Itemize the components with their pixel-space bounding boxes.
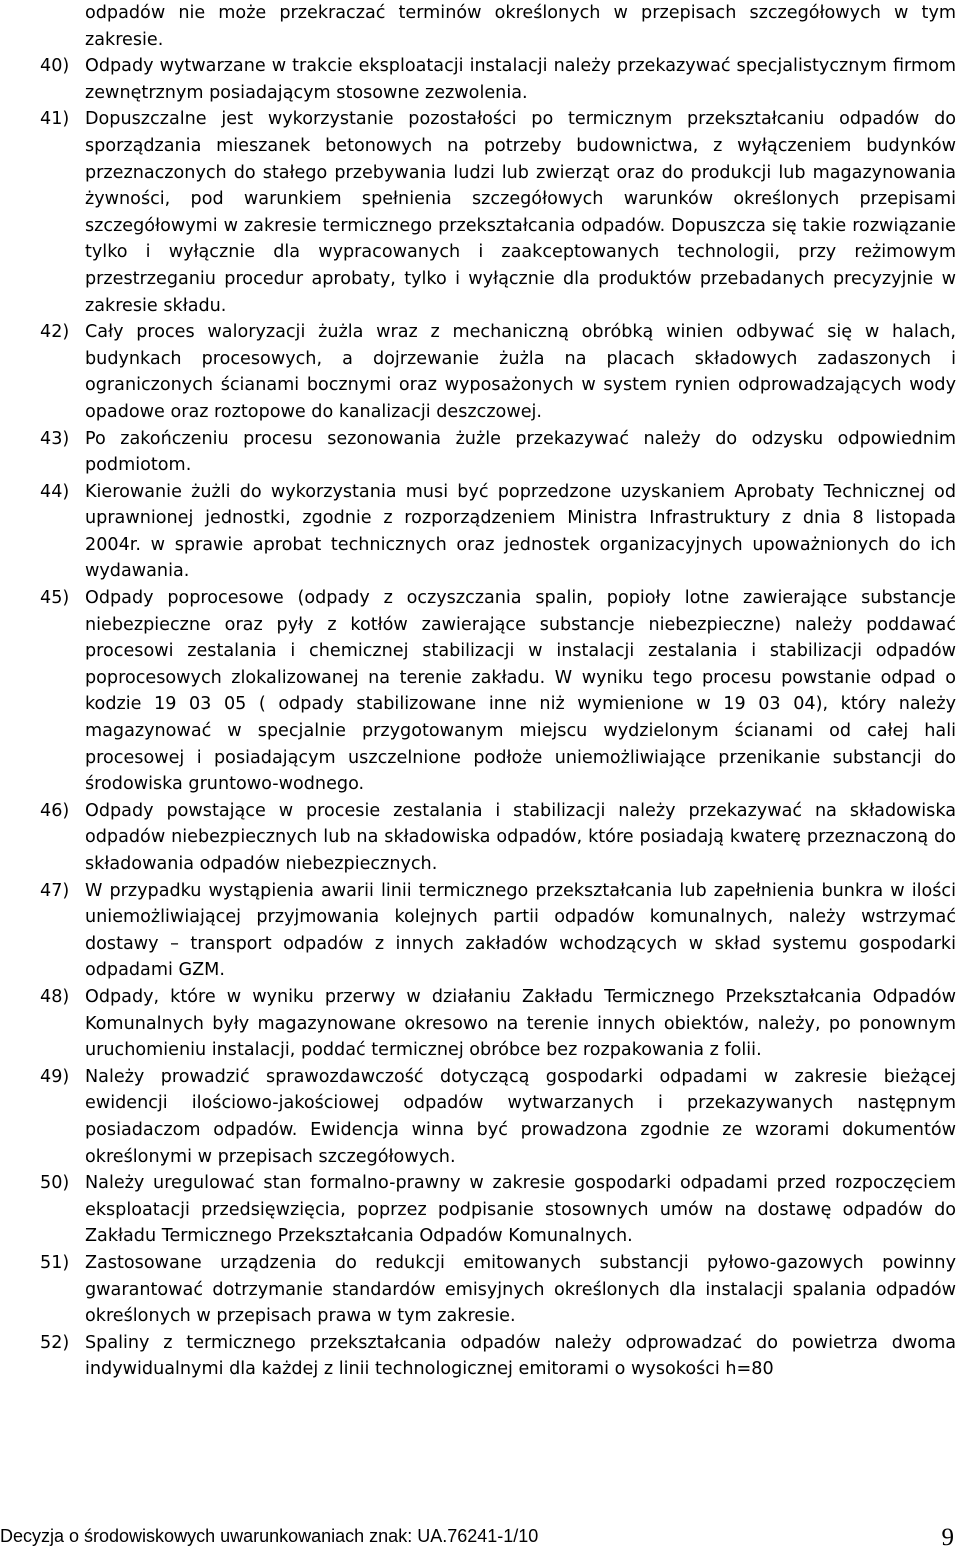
list-item [40,1064,956,1170]
list-item [40,1330,956,1383]
list-item-number: 45) [40,588,70,609]
list-item-text: Cały proces waloryzacji żużla wraz z mechaniczną obróbką winien odbywać się w halach, budynkach procesowych, a dojrzewanie żużla na placach składowych zadaszonych i ograniczonych ścianami bocznymi oraz wyposażonych w system rynien odprowadzających wody opadowe oraz roztopowe do kanalizacji deszczowej. [85,322,956,422]
list-item [40,53,956,106]
list-item-number: 51) [40,1252,70,1273]
list-item-text: Zastosowane urządzenia do redukcji emitowanych substancji pyłowo-gazowych powinny gwarantować dotrzymanie standardów emisyjnych określonych dla instalacji spalania odpadów określonych w przepisach prawa w tym zakresie. [85,1252,956,1327]
page-number: 9 [941,1524,954,1551]
list-item-text: Odpady powstające w procesie zestalania i stabilizacji należy przekazywać na składowiska odpadów niebezpiecznych lub na składowiska odpadów, które posiadają kwaterę przeznaczoną do składowania odpadów niebezpiecznych. [85,800,956,874]
list-item [40,106,956,319]
list-item [40,479,956,585]
list-item-number: 49) [40,1066,70,1087]
list-item-number: 44) [40,481,70,502]
list-item-number: 42) [40,322,70,343]
list-item [40,585,956,798]
list-item-text: Spaliny z termicznego przekształcania odpadów należy odprowadzać do powietrza dwoma indywidualnymi dla każdej z linii technologicznej emitorami o wysokości h=80 [85,1332,956,1380]
list-item [40,319,956,425]
list-item-text: Dopuszczalne jest wykorzystanie pozostałości po termicznym przekształcaniu odpadów do sporządzania mieszanek betonowych na potrzeby budownictwa, z wyłączeniem budynków przeznaczonych do stałego przebywania ludzi lub zwierząt oraz do produkcji lub magazynowania żywności, pod warunkiem spełnienia szczegółowych warunków określonych przepisami szczegółowymi w zakresie termicznego przekształcania odpadów. Dopuszcza się takie rozwiązanie tylko i wyłącznie dla wypracowanych i zaakceptowanych technologii, przy reżimowym przestrzeganiu procedur aprobaty, tylko i wyłącznie dla produktów przebadanych precyzyjnie w zakresie składu. [85,109,956,316]
list-item [40,798,956,878]
list-item-number: 52) [40,1332,70,1353]
list-item-text: Po zakończeniu procesu sezonowania żużle przekazywać należy do odzysku odpowiednim podmiotom. [85,428,956,476]
list-item-text: Należy prowadzić sprawozdawczość dotyczącą gospodarki odpadami w zakresie bieżącej ewidencji ilościowo-jakościowej odpadów wytwarzanych i przekazywanych następnym posiadaczom odpadów. Ewidencja winna być prowadzona zgodnie ze wzorami dokumentów określonymi w przepisach szczegółowych. [85,1066,956,1167]
list-item-number: 43) [40,428,70,449]
list-item-text: Odpady wytwarzane w trakcie eksploatacji instalacji należy przekazywać specjalistycznym firmom zewnętrznym posiadającym stosowne zezwolenia. [85,56,956,103]
list-item-text: Należy uregulować stan formalno-prawny w zakresie gospodarki odpadami przed rozpoczęciem eksploatacji przedsięwzięcia, poprzez podpisanie stosownych umów na dostawę odpadów do Zakładu Termicznego Przekształcania Odpadów Komunalnych. [85,1173,956,1247]
page-footer [0,1521,958,1551]
list-item-number: 46) [40,800,70,821]
list-item-number: 41) [40,109,70,130]
list-item-number: 50) [40,1173,70,1194]
list-item-text: Odpady, które w wyniku przerwy w działaniu Zakładu Termicznego Przekształcania Odpadów Komunalnych były magazynowane okresowo na terenie innych obiektów, należy, po ponownym uruchomieniu instalacji, poddać termicznej obróbce bez rozpakowania z folii. [85,986,956,1061]
document-body [40,0,956,1383]
list-item [40,984,956,1064]
list-item-text: W przypadku wystąpienia awarii linii termicznego przekształcania lub zapełnienia bunkra w ilości uniemożliwiającej przyjmowania kolejnych partii odpadów komunalnych, należy wstrzymać dostawy – transport odpadów z innych zakładów wchodzących w skład systemu gospodarki odpadami GZM. [85,880,956,981]
list-item [40,426,956,479]
numbered-list [40,53,956,1383]
list-item-text: Kierowanie żużli do wykorzystania musi być poprzedzone uzyskaniem Aprobaty Technicznej od uprawnionej jednostki, zgodnie z rozporządzeniem Ministra Infrastruktury z dnia 8 listopada 2004r. w sprawie aprobat technicznych oraz jednostek organizacyjnych upoważnionych do ich wydawania. [85,481,956,582]
footer-reference: Decyzja o środowiskowych uwarunkowaniach znak: UA.76241-1/10 [0,1526,539,1546]
list-item [40,878,956,984]
continuation-paragraph: odpadów nie może przekraczać terminów określonych w przepisach szczegółowych w tym zakresie. [85,3,956,50]
list-item-number: 47) [40,880,70,901]
list-item-number: 40) [40,56,70,77]
list-item-number: 48) [40,986,70,1007]
list-item [40,1170,956,1250]
list-item-text: Odpady poprocesowe (odpady z oczyszczania spalin, popioły lotne zawierające substancje niebezpieczne oraz pyły z kotłów zawierające substancje niebezpieczne) należy poddawać procesowi zestalania i chemicznej stabilizacji w instalacji zestalania i stabilizacji odpadów poprocesowych zlokalizowanej na terenie zakładu. W wyniku tego procesu powstanie odpad o kodzie 19 03 05 ( odpady stabilizowane inne niż wymienione w 19 03 04), który należy magazynować w specjalnie przygotowanym miejscu wydzielonym ścianami od całej hali procesowej i posiadającym uszczelnione podłoże uniemożliwiające przenikanie substancji do środowiska gruntowo-wodnego. [85,588,956,795]
list-item [40,1250,956,1330]
